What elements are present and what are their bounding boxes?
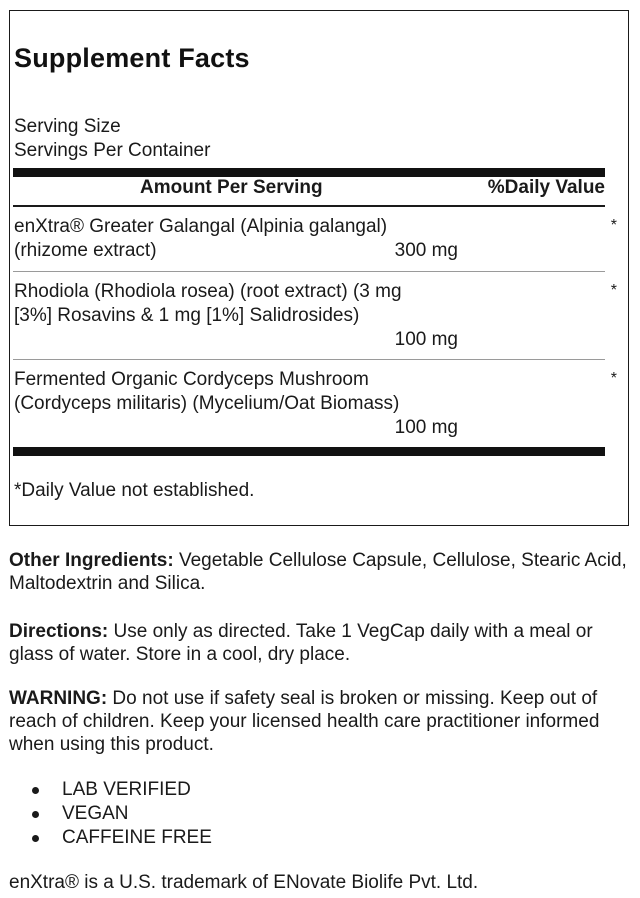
row-divider — [13, 359, 605, 360]
ingredient-amount: 100 mg — [394, 417, 458, 438]
claim-label: VEGAN — [62, 803, 129, 824]
table-header — [13, 177, 605, 203]
warning-label: WARNING: — [9, 688, 108, 709]
list-item — [32, 826, 212, 850]
ingredient-name-line: Rhodiola (Rhodiola rosea) (root extract) (3 mg — [14, 281, 402, 302]
claim-label: LAB VERIFIED — [62, 779, 191, 800]
facts-title: Supplement Facts — [14, 43, 250, 73]
ingredient-amount: 100 mg — [394, 329, 458, 350]
daily-value-asterisk: * — [610, 282, 617, 299]
ingredient-name-line: (Cordyceps militaris) (Mycelium/Oat Biomass) — [14, 393, 400, 414]
ingredient-name-line: enXtra® Greater Galangal (Alpinia galangal) — [14, 216, 388, 237]
bullet-icon — [32, 811, 39, 818]
claim-label: CAFFEINE FREE — [62, 827, 212, 848]
ingredient-amount: 300 mg — [394, 240, 458, 261]
other-ingredients-label: Other Ingredients: — [9, 550, 174, 571]
daily-value-footnote: *Daily Value not established. — [14, 480, 255, 501]
directions-text: Use only as directed. Take 1 VegCap daily with a meal or glass of water. Store in a cool, dry place. — [9, 621, 593, 665]
list-item — [32, 778, 212, 802]
serving-size-label: Serving Size — [14, 116, 121, 137]
ingredient-name-line: [3%] Rosavins & 1 mg [1%] Salidrosides) — [14, 305, 360, 326]
ingredient-name-line: (rhizome extract) — [14, 240, 157, 261]
warning-text: Do not use if safety seal is broken or missing. Keep out of reach of children. Keep your licensed health care practitioner informed when using this product. — [9, 688, 600, 755]
thick-divider-bottom — [13, 447, 605, 456]
other-ingredients-text: Vegetable Cellulose Capsule, Cellulose, Stearic Acid, Maltodextrin and Silica. — [9, 550, 627, 594]
ingredient-name-line: Fermented Organic Cordyceps Mushroom — [14, 369, 369, 390]
thick-divider-top — [13, 168, 605, 177]
claims-list — [32, 778, 212, 850]
bullet-icon — [32, 835, 39, 842]
trademark-notice: enXtra® is a U.S. trademark of ENovate Biolife Pvt. Ltd. — [9, 872, 479, 893]
row-divider — [13, 271, 605, 272]
warning-section — [9, 687, 634, 756]
directions-label: Directions: — [9, 621, 109, 642]
header-amount-per-serving: Amount Per Serving — [140, 177, 323, 198]
directions-section — [9, 620, 634, 666]
other-ingredients-section — [9, 549, 634, 595]
list-item — [32, 802, 212, 826]
header-daily-value: %Daily Value — [487, 177, 605, 198]
bullet-icon — [32, 787, 39, 794]
servings-per-container-label: Servings Per Container — [14, 140, 211, 161]
header-rule — [13, 205, 605, 207]
daily-value-asterisk: * — [610, 217, 617, 234]
daily-value-asterisk: * — [610, 370, 617, 387]
